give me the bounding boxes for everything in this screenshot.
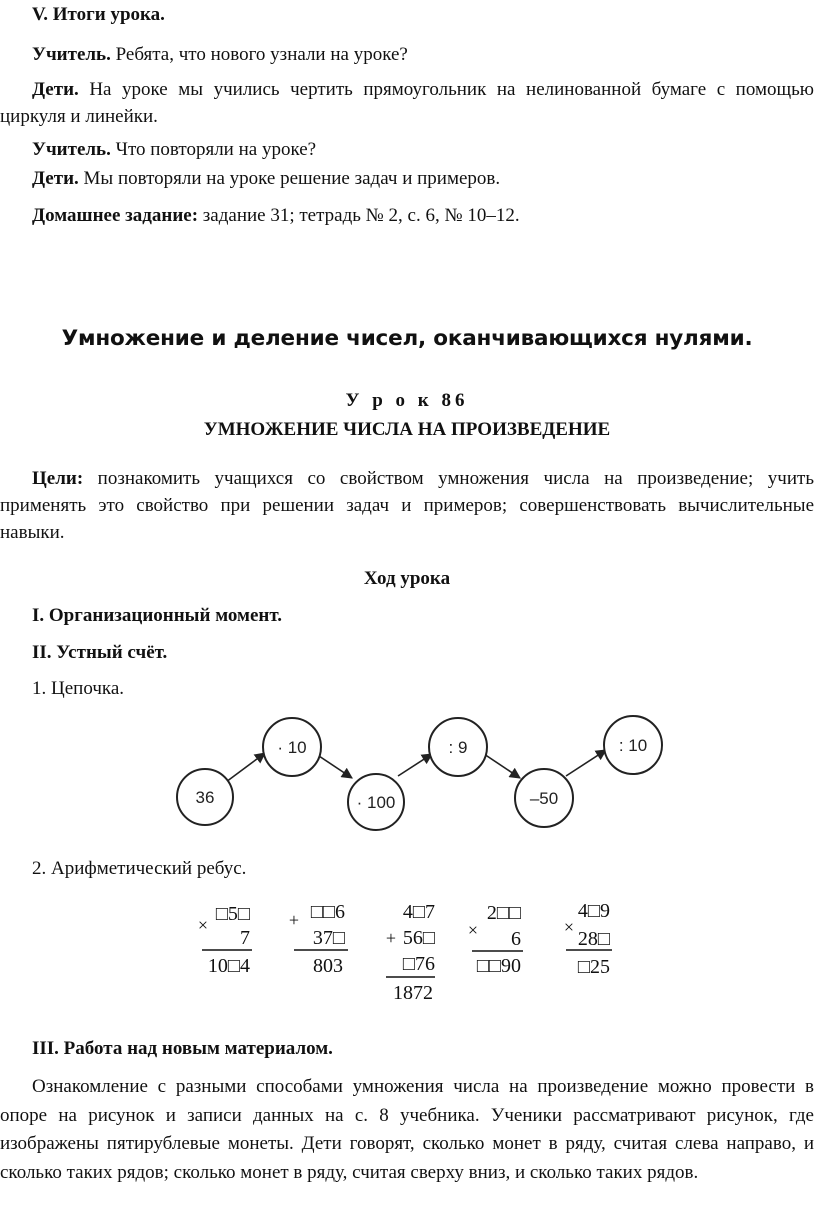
dialogue-line-2: Дети. На уроке мы учились чертить прямоугольник на нелинованной бумаге с помощью циркуля и линейки. [0, 79, 814, 127]
svg-text:4□9: 4□9 [577, 900, 610, 922]
svg-text:×: × [467, 920, 478, 940]
dialogue-line-1: Учитель. Ребята, что нового узнали на уроке? [32, 44, 408, 65]
svg-text:6: 6 [511, 928, 521, 950]
chain-label-div10: : 10 [618, 736, 648, 755]
dialogue-line-4: Дети. Мы повторяли на уроке решение задач и примеров. [32, 168, 501, 189]
section-3-title: III. Работа над новым материалом. [32, 1038, 333, 1059]
svg-text:□76: □76 [402, 953, 435, 975]
section-3-paragraph: Ознакомление с разными способами умножения числа на произведение можно провести в опоре на рисунок и записи данных на с. 8 учебника. Ученики рассматривают рисунок, где изображены пятирублевые монеты. Дети говорят, сколько монет в ряду, считая слева направо, и сколько таких рядов; сколько монет в ряду, считая сверху вниз, и сколько таких рядов. [0, 1076, 814, 1183]
rebus-3 [386, 901, 435, 1004]
speaker-label: Дети. [32, 168, 79, 189]
chain-label-minus50: –50 [529, 789, 559, 808]
svg-text:1872: 1872 [393, 982, 433, 1004]
course-title: Ход урока [363, 568, 451, 589]
homework-line: Домашнее задание: задание 31; тетрадь № 2, с. 6, № 10–12. [32, 205, 520, 226]
svg-text:+: + [288, 910, 299, 930]
rebus-4 [468, 902, 523, 977]
svg-text:□25: □25 [577, 956, 610, 978]
dialogue-line-3: Учитель. Что повторяли на уроке? [32, 139, 317, 160]
svg-text:+: + [385, 928, 396, 948]
arithmetic-rebus [190, 892, 630, 1010]
lesson-goals: Цели: познакомить учащихся со свойством умножения числа на произведение; учить применять это свойство при решении задач и примеров; совершенствовать вычислительные навыки. [0, 468, 814, 543]
svg-text:□□6: □□6 [310, 901, 345, 923]
lesson-title: УМНОЖЕНИЕ ЧИСЛА НА ПРОИЗВЕДЕНИЕ [203, 419, 611, 440]
svg-text:□5□: □5□ [215, 903, 250, 925]
section-5-title: V. Итоги урока. [32, 4, 165, 25]
svg-text:2□□: 2□□ [486, 902, 521, 924]
svg-text:56□: 56□ [402, 927, 435, 949]
chain-label-mul100: · 100 [356, 793, 396, 812]
speaker-label: Учитель. [32, 44, 111, 65]
rebus-1 [198, 903, 252, 977]
chain-label-start: 36 [195, 788, 215, 807]
svg-text:×: × [197, 915, 208, 935]
chain-label-div9: : 9 [448, 738, 468, 757]
item-1-chain: 1. Цепочка. [32, 678, 125, 699]
svg-text:7: 7 [240, 927, 250, 949]
svg-text:□□90: □□90 [476, 955, 521, 977]
section-heading: Умножение и деление чисел, оканчивающихся нулями. [61, 326, 753, 351]
rebus-2 [289, 901, 348, 977]
svg-text:37□: 37□ [312, 927, 345, 949]
svg-text:10□4: 10□4 [207, 955, 250, 977]
chain-label-mul10: · 10 [277, 738, 307, 757]
speaker-label: Дети. [32, 79, 79, 100]
section-1-title: I. Организационный момент. [32, 605, 283, 626]
svg-text:4□7: 4□7 [402, 901, 435, 923]
goals-label: Цели: [32, 468, 84, 489]
svg-text:803: 803 [313, 955, 343, 977]
rebus-5 [564, 900, 612, 978]
section-2-title: II. Устный счёт. [32, 642, 168, 663]
speaker-label: Учитель. [32, 139, 111, 160]
chain-diagram [170, 712, 680, 840]
svg-text:×: × [563, 917, 574, 937]
lesson-number: У р о к 86 [345, 390, 469, 411]
homework-label: Домашнее задание: [32, 205, 199, 226]
svg-text:28□: 28□ [577, 928, 610, 950]
item-2-rebus: 2. Арифметический ребус. [32, 858, 247, 879]
